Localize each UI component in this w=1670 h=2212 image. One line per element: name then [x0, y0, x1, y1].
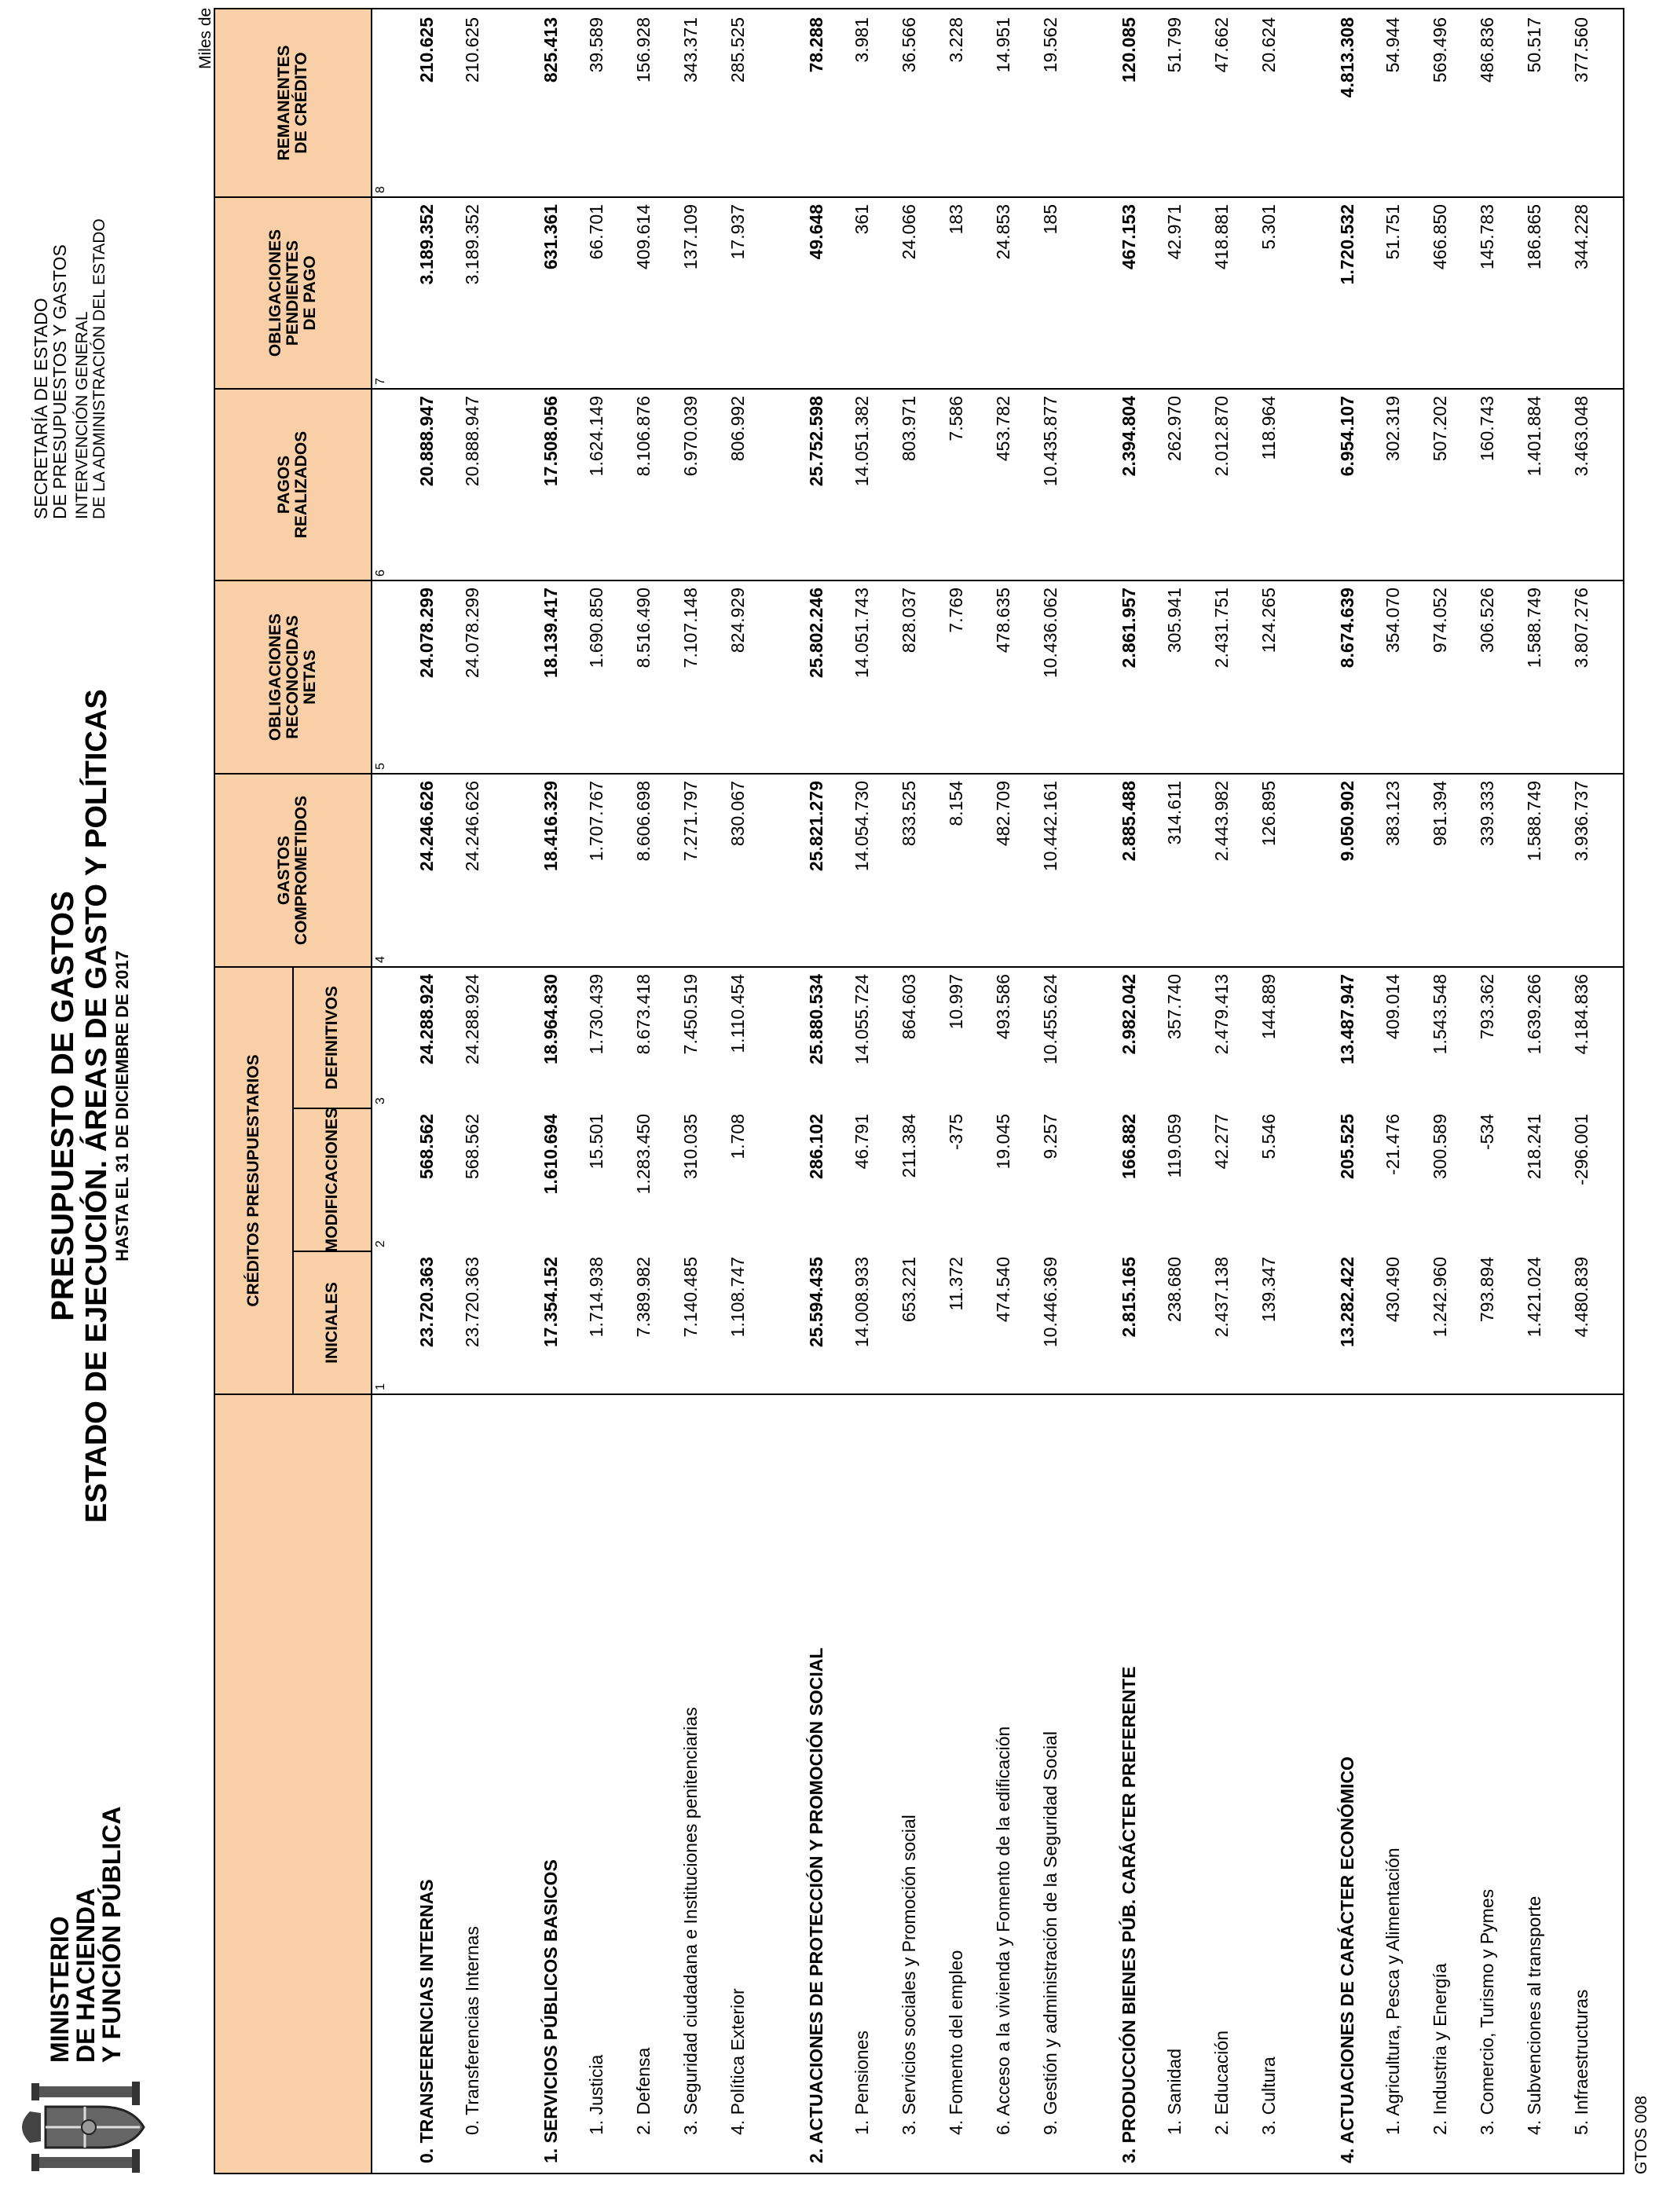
column-number-6: 6	[374, 569, 387, 577]
cell-value: 218.241	[1524, 1114, 1544, 1180]
row-label: 4. Fomento del empleo	[946, 1950, 966, 2135]
cell-value: 383.123	[1383, 781, 1403, 847]
column-number-7: 7	[374, 378, 387, 385]
cell-value: 25.594.435	[806, 1257, 826, 1348]
row-label: 2. Industria y Energía	[1430, 1963, 1450, 2135]
cell-value: 1.110.454	[727, 974, 748, 1053]
cell-value: 14.951	[993, 17, 1013, 73]
cell-value: 409.014	[1383, 974, 1403, 1040]
cell-value: 18.416.329	[540, 781, 561, 872]
cell-value: 10.997	[946, 974, 966, 1030]
cell-value: 305.941	[1164, 588, 1185, 654]
pendientes-label-3: DE PAGO	[301, 255, 319, 331]
column-number-1: 1	[374, 1383, 387, 1390]
cell-value: 120.085	[1119, 17, 1139, 83]
cell-value: 36.566	[899, 17, 919, 73]
cell-value: 793.894	[1477, 1257, 1497, 1323]
cell-value: 24.853	[993, 204, 1013, 260]
cell-value: 343.371	[680, 17, 701, 83]
cell-value: 18.139.417	[540, 588, 561, 679]
cell-value: 54.944	[1383, 17, 1403, 73]
cell-value: 828.037	[899, 588, 919, 654]
intervencion-line-2: DE LA ADMINISTRACIÓN DEL ESTADO	[90, 218, 108, 519]
header-remanentes	[215, 9, 372, 196]
cell-value: 4.480.839	[1571, 1257, 1591, 1338]
secretaria-line-1: SECRETARÍA DE ESTADO	[31, 298, 51, 519]
cell-value: 156.928	[633, 17, 654, 83]
cell-value: 160.743	[1477, 396, 1497, 462]
header-label-cell	[215, 1393, 372, 2173]
cell-value: 5.301	[1258, 204, 1279, 250]
obligaciones-label-2: RECONOCIDAS	[284, 615, 302, 739]
cell-value: 24.066	[899, 204, 919, 260]
column-number-8: 8	[374, 186, 387, 193]
cell-value: 25.880.534	[806, 974, 826, 1065]
cell-value: 1.690.850	[586, 588, 606, 668]
table-row-area	[410, 9, 441, 2173]
cell-value: 25.752.598	[806, 396, 826, 487]
cell-value: 23.720.363	[462, 1257, 482, 1348]
pendientes-label-1: OBLIGACIONES	[266, 229, 284, 357]
cell-value: 205.525	[1337, 1114, 1357, 1180]
gastos-label-2: COMPROMETIDOS	[292, 795, 310, 946]
footer-code: GTOS 008	[1632, 2096, 1650, 2174]
cell-value: 409.614	[633, 204, 654, 270]
cell-value: 10.455.624	[1040, 974, 1060, 1065]
cell-value: 42.277	[1211, 1114, 1232, 1170]
definitivos-label: DEFINITIVOS	[323, 986, 341, 1090]
cell-value: 981.394	[1430, 781, 1450, 847]
cell-value: 145.783	[1477, 204, 1497, 270]
cell-value: 833.525	[899, 781, 919, 847]
cell-value: 124.265	[1258, 588, 1279, 654]
cell-value: 8.154	[946, 781, 966, 826]
ministry-line-2: DE HACIENDA	[71, 1888, 100, 2063]
cell-value: 119.059	[1164, 1114, 1185, 1178]
cell-value: 7.769	[946, 588, 966, 633]
cell-value: 1.588.749	[1524, 781, 1544, 862]
cell-value: 14.008.933	[851, 1257, 872, 1348]
cell-value: 2.437.138	[1211, 1257, 1232, 1338]
row-label: 2. Defensa	[633, 2047, 654, 2135]
cell-value: 8.606.698	[633, 781, 654, 862]
ministry-line-1: MINISTERIO	[46, 1916, 74, 2063]
cell-value: 3.463.048	[1571, 396, 1591, 477]
cell-value: 1.707.767	[586, 781, 606, 862]
cell-value: 803.971	[899, 396, 919, 462]
cell-value: 24.078.299	[416, 588, 437, 679]
cell-value: 830.067	[727, 781, 748, 847]
cell-value: 9.257	[1040, 1114, 1060, 1159]
cell-value: 20.888.947	[462, 396, 482, 487]
table-row-policy	[456, 9, 487, 2173]
cell-value: 354.070	[1383, 588, 1403, 654]
cell-value: 23.720.363	[416, 1257, 437, 1348]
cell-value: 210.625	[462, 17, 482, 83]
cell-value: 864.603	[899, 974, 919, 1040]
cell-value: 1.588.749	[1524, 588, 1544, 668]
cell-value: 493.586	[993, 974, 1013, 1040]
cell-value: 467.153	[1119, 204, 1139, 270]
cell-value: 453.782	[993, 396, 1013, 462]
cell-value: 2.443.982	[1211, 781, 1232, 862]
header-pagos	[215, 388, 372, 580]
cell-value: 361	[851, 204, 872, 235]
row-label: 4. Subvenciones al transporte	[1524, 1895, 1544, 2135]
cell-value: 3.189.352	[416, 204, 437, 285]
cell-value: 7.389.982	[633, 1257, 654, 1338]
cell-value: 466.850	[1430, 204, 1450, 270]
cell-value: 1.708	[727, 1114, 748, 1159]
cell-value: 285.525	[727, 17, 748, 83]
row-label: 2. Educación	[1211, 2031, 1232, 2135]
cell-value: 51.751	[1383, 204, 1403, 260]
units-label: Miles de	[196, 7, 214, 69]
cell-value: 4.813.308	[1337, 17, 1357, 98]
cell-value: 118.964	[1258, 396, 1279, 460]
cell-value: 1.714.938	[586, 1257, 606, 1338]
cell-value: 211.384	[899, 1114, 919, 1178]
table-row-area	[1112, 9, 1144, 2173]
cell-value: 50.517	[1524, 17, 1544, 73]
cell-value: 10.442.161	[1040, 781, 1060, 872]
cell-value: 2.815.165	[1119, 1257, 1139, 1338]
cell-value: 39.589	[586, 17, 606, 73]
cell-value: 474.540	[993, 1257, 1013, 1323]
header-creditos-group	[215, 966, 294, 1393]
cell-value: 2.394.804	[1119, 396, 1139, 477]
cell-value: 47.662	[1211, 17, 1232, 73]
cell-value: 78.288	[806, 17, 826, 73]
cell-value: 300.589	[1430, 1114, 1450, 1180]
cell-value: 568.562	[416, 1114, 437, 1180]
cell-value: 3.981	[851, 17, 872, 63]
cell-value: 183	[946, 204, 966, 235]
cell-value: 10.436.062	[1040, 588, 1060, 679]
row-label: 4. Política Exterior	[727, 1988, 748, 2135]
cell-value: 14.051.743	[851, 588, 872, 679]
cell-value: 139.347	[1258, 1257, 1279, 1323]
cell-value: 568.562	[462, 1114, 482, 1180]
cell-value: 1.242.960	[1430, 1257, 1450, 1338]
cell-value: 302.319	[1383, 396, 1403, 462]
row-label: 3. PRODUCCIÓN BIENES PÚB. CARÁCTER PREFERENTE	[1119, 1666, 1139, 2163]
remanentes-label-2: DE CRÉDITO	[292, 52, 310, 154]
cell-value: 17.508.056	[540, 396, 561, 487]
row-label: 1. SERVICIOS PÚBLICOS BASICOS	[540, 1859, 561, 2163]
report-title: PRESUPUESTO DE GASTOS	[46, 891, 80, 1321]
cell-value: 137.109	[680, 204, 701, 270]
obligaciones-label-1: OBLIGACIONES	[266, 613, 284, 742]
cell-value: 482.709	[993, 781, 1013, 847]
row-label: 0. Transferencias Internas	[462, 1926, 482, 2135]
cell-value: 10.446.369	[1040, 1257, 1060, 1348]
cell-value: 306.526	[1477, 588, 1497, 654]
cell-value: 14.055.724	[851, 974, 872, 1065]
intervencion-line-1: INTERVENCIÓN GENERAL	[73, 311, 91, 519]
cell-value: 7.107.148	[680, 588, 701, 668]
row-label: 1. Agricultura, Pesca y Alimentación	[1383, 1848, 1403, 2135]
cell-value: 7.586	[946, 396, 966, 441]
cell-value: 825.413	[540, 17, 561, 83]
cell-value: 24.288.924	[416, 974, 437, 1065]
table-row-policy	[1252, 9, 1284, 2173]
cell-value: 286.102	[806, 1114, 826, 1180]
table-row-policy	[892, 9, 924, 2173]
header-gastos	[215, 773, 372, 966]
table-row-policy	[939, 9, 971, 2173]
cell-value: 2.982.042	[1119, 974, 1139, 1055]
table-row-area	[800, 9, 831, 2173]
cell-value: 6.954.107	[1337, 396, 1357, 477]
cell-value: 8.673.418	[633, 974, 654, 1055]
report-subtitle: ESTADO DE EJECUCIÓN. ÁREAS DE GASTO Y POLÍTICAS	[80, 689, 113, 1523]
cell-value: 9.050.902	[1337, 781, 1357, 862]
cell-value: 7.450.519	[680, 974, 701, 1055]
cell-value: 357.740	[1164, 974, 1185, 1040]
cell-value: 653.221	[899, 1257, 919, 1323]
cell-value: 210.625	[416, 17, 437, 83]
creditos-group-label: CRÉDITOS PRESUPUESTARIOS	[244, 1054, 262, 1307]
cell-value: 5.546	[1258, 1114, 1279, 1159]
row-label: 0. TRANSFERENCIAS INTERNAS	[416, 1879, 437, 2163]
report-date: HASTA EL 31 DE DICIEMBRE DE 2017	[112, 950, 132, 1262]
cell-value: 2.885.488	[1119, 781, 1139, 862]
remanentes-label-1: REMANENTES	[275, 45, 293, 161]
cell-value: 2.861.957	[1119, 588, 1139, 668]
cell-value: 17.354.152	[540, 1257, 561, 1348]
cell-value: 6.970.039	[680, 396, 701, 477]
cell-value: 824.929	[727, 588, 748, 654]
column-number-5: 5	[374, 763, 387, 770]
cell-value: 3.936.737	[1571, 781, 1591, 862]
cell-value: -296.001	[1571, 1114, 1591, 1185]
cell-value: 17.937	[727, 204, 748, 260]
row-label: 1. Sanidad	[1164, 2049, 1185, 2135]
cell-value: 10.435.877	[1040, 396, 1060, 487]
cell-value: 1.283.450	[633, 1114, 654, 1195]
row-label: 4. ACTUACIONES DE CARÁCTER ECONÓMICO	[1337, 1756, 1357, 2163]
row-label: 3. Cultura	[1258, 2056, 1279, 2135]
table-row-area	[534, 9, 566, 2173]
cell-value: -534	[1477, 1114, 1497, 1151]
cell-value: 3.228	[946, 17, 966, 63]
cell-value: 339.333	[1477, 781, 1497, 847]
cell-value: 486.836	[1477, 17, 1497, 83]
row-label: 1. Pensiones	[851, 2031, 872, 2135]
obligaciones-label-3: NETAS	[301, 650, 319, 705]
table-row-policy	[1518, 9, 1549, 2173]
column-number-3: 3	[374, 1097, 387, 1104]
row-label: 3. Servicios sociales y Promoción social	[899, 1815, 919, 2135]
cell-value: 46.791	[851, 1114, 872, 1170]
cell-value: 186.865	[1524, 204, 1544, 270]
cell-value: 49.648	[806, 204, 826, 260]
table-row-policy	[1158, 9, 1189, 2173]
cell-value: 7.271.797	[680, 781, 701, 862]
cell-value: 51.799	[1164, 17, 1185, 73]
cell-value: 11.372	[946, 1257, 966, 1311]
table-row-policy	[1205, 9, 1236, 2173]
cell-value: 13.487.947	[1337, 974, 1357, 1065]
cell-value: 19.562	[1040, 17, 1060, 73]
cell-value: 126.895	[1258, 781, 1279, 847]
cell-value: 344.228	[1571, 204, 1591, 270]
cell-value: 20.624	[1258, 17, 1279, 73]
table-row-policy	[1470, 9, 1502, 2173]
cell-value: 631.361	[540, 204, 561, 270]
table-row-policy	[1034, 9, 1065, 2173]
column-number-4: 4	[374, 956, 387, 963]
table-row-policy	[627, 9, 658, 2173]
header-pendientes	[215, 196, 372, 388]
gastos-label-1: GASTOS	[275, 835, 293, 906]
pagos-label-1: PAGOS	[275, 455, 293, 515]
cell-value: 2.012.870	[1211, 396, 1232, 477]
cell-value: 185	[1040, 204, 1060, 235]
cell-value: 20.888.947	[416, 396, 437, 487]
cell-value: 66.701	[586, 204, 606, 260]
table-row-policy	[987, 9, 1018, 2173]
cell-value: 1.610.694	[540, 1114, 561, 1195]
header-definitivos	[294, 966, 372, 1108]
cell-value: 24.246.626	[462, 781, 482, 872]
cell-value: 377.560	[1571, 17, 1591, 83]
cell-value: 3.189.352	[462, 204, 482, 285]
row-label: 1. Justicia	[586, 2054, 606, 2135]
row-label: 5. Infraestructuras	[1571, 1989, 1591, 2135]
header-iniciales	[294, 1251, 372, 1393]
cell-value: 42.971	[1164, 204, 1185, 260]
cell-value: 1.108.747	[727, 1257, 748, 1338]
cell-value: 238.680	[1164, 1257, 1185, 1323]
cell-value: 1.421.024	[1524, 1257, 1544, 1338]
cell-value: 24.246.626	[416, 781, 437, 872]
row-label: 9. Gestión y administración de la Seguridad Social	[1040, 1731, 1060, 2135]
cell-value: 13.282.422	[1337, 1257, 1357, 1348]
cell-value: 14.051.382	[851, 396, 872, 487]
cell-value: 19.045	[993, 1114, 1013, 1170]
execution-table	[214, 8, 1624, 2174]
cell-value: 144.889	[1258, 974, 1279, 1040]
table-row-policy	[721, 9, 753, 2173]
table-row-policy	[580, 9, 611, 2173]
cell-value: 8.106.876	[633, 396, 654, 477]
table-row-policy	[674, 9, 705, 2173]
cell-value: 507.202	[1430, 396, 1450, 462]
iniciales-label: INICIALES	[323, 1282, 341, 1364]
cell-value: 25.821.279	[806, 781, 826, 872]
cell-value: 1.401.884	[1524, 396, 1544, 477]
cell-value: 24.078.299	[462, 588, 482, 679]
cell-value: -375	[946, 1114, 966, 1151]
cell-value: 262.970	[1164, 396, 1185, 462]
cell-value: 8.674.639	[1337, 588, 1357, 668]
cell-value: 314.611	[1164, 781, 1185, 845]
table-row-policy	[1565, 9, 1596, 2173]
cell-value: 806.992	[727, 396, 748, 462]
cell-value: 7.140.485	[680, 1257, 701, 1338]
row-label: 3. Comercio, Turismo y Pymes	[1477, 1888, 1497, 2135]
cell-value: 14.054.730	[851, 781, 872, 872]
cell-value: 1.720.532	[1337, 204, 1357, 285]
cell-value: 2.479.413	[1211, 974, 1232, 1055]
ministry-line-3: Y FUNCIÓN PÚBLICA	[97, 1806, 126, 2063]
row-label: 2. ACTUACIONES DE PROTECCIÓN Y PROMOCIÓN SOCIAL	[806, 1647, 826, 2163]
cell-value: -21.476	[1383, 1114, 1403, 1176]
row-label: 3. Seguridad ciudadana e Instituciones penitenciarias	[680, 1707, 701, 2135]
cell-value: 1.543.548	[1430, 974, 1450, 1055]
column-number-2: 2	[374, 1240, 387, 1247]
modificaciones-label: MODIFICACIONES	[323, 1107, 341, 1253]
pendientes-label-2: PENDIENTES	[284, 240, 302, 346]
cell-value: 1.639.266	[1524, 974, 1544, 1055]
cell-value: 3.807.276	[1571, 588, 1591, 668]
table-row-policy	[1423, 9, 1455, 2173]
cell-value: 1.730.439	[586, 974, 606, 1055]
secretaria-line-2: DE PRESUPUESTOS Y GASTOS	[49, 244, 70, 519]
table-row-policy	[1376, 9, 1408, 2173]
pagos-label-2: REALIZADOS	[292, 430, 310, 539]
cell-value: 418.881	[1211, 204, 1232, 270]
cell-value: 974.052	[1430, 588, 1450, 654]
header-obligaciones	[215, 580, 372, 773]
cell-value: 18.964.830	[540, 974, 561, 1065]
cell-value: 2.431.751	[1211, 588, 1232, 668]
row-label: 6. Acceso a la vivienda y Fomento de la edificación	[993, 1726, 1013, 2135]
cell-value: 8.516.490	[633, 588, 654, 668]
cell-value: 166.882	[1119, 1114, 1139, 1180]
cell-value: 15.501	[586, 1114, 606, 1170]
cell-value: 25.802.246	[806, 588, 826, 679]
cell-value: 478.635	[993, 588, 1013, 654]
cell-value: 569.496	[1430, 17, 1450, 83]
header-modificaciones	[294, 1108, 372, 1251]
cell-value: 24.288.924	[462, 974, 482, 1065]
cell-value: 310.035	[680, 1114, 701, 1180]
cell-value: 430.490	[1383, 1257, 1403, 1323]
cell-value: 4.184.836	[1571, 974, 1591, 1055]
secretaria-block	[31, 218, 108, 519]
cell-value: 793.362	[1477, 974, 1497, 1040]
table-row-area	[1331, 9, 1362, 2173]
cell-value: 1.624.149	[586, 396, 606, 477]
table-row-policy	[845, 9, 877, 2173]
